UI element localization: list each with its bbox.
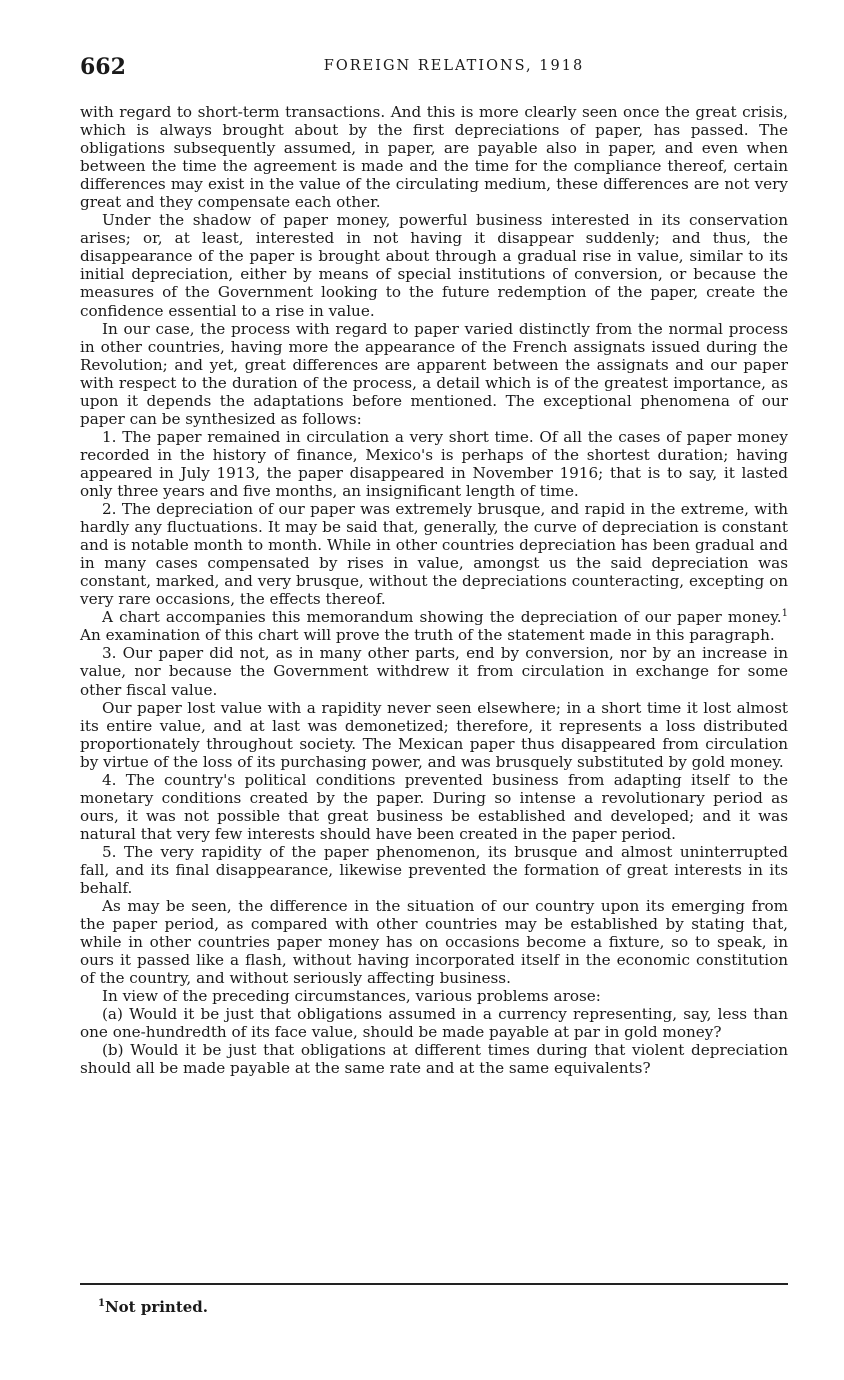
question-b: (b) Would it be just that obligations at different times during that violent depreciation should all be made payable at the same rate and at the same equivalents? — [80, 1041, 788, 1078]
running-head: FOREIGN RELATIONS, 1918 — [323, 58, 585, 74]
chart-note-text-continued: An examination of this chart will prove the truth of the statement made in this paragraph. — [80, 626, 775, 645]
chart-note-text: A chart accompanies this memorandum showing the depreciation of our paper money. — [102, 608, 782, 627]
paragraph: Under the shadow of paper money, powerful business interested in its conservation arises; or, at least, interested in not having it disappear suddenly; and thus, the disappearance of the paper is brought about through a gradual rise in value, similar to its initial depreciation, either by means of special institutions of conversion, or because the measures of the Government looking to the future redemption of the paper, create the confidence essential to a rise in value. — [80, 211, 788, 320]
paragraph-continued: with regard to short-term transactions. And this is more clearly seen once the great crisis, which is always brought about by the first depreciations of paper, has passed. The obligations subsequently assumed, in paper, are payable also in paper, and even when between the time the agreement is made and the time for the compliance thereof, certain differences may exist in the value of the circulating medium, these differences are not very great and they compensate each other. — [80, 103, 788, 212]
footnote — [98, 1298, 208, 1316]
paragraph-point-5: 5. The very rapidity of the paper phenomenon, its brusque and almost uninterrupted fall, and its final disappearance, likewise prevented the formation of great interests in its behalf. — [80, 842, 788, 898]
paragraph-point-4: 4. The country's political conditions prevented business from adapting itself to the monetary conditions created by the paper. During so intense a revolutionary period as ours, it was not possible that great business be established and developed; and it was natural that very few interests should have been created in the paper period. — [80, 770, 788, 843]
footnote-marker: 1 — [98, 1298, 105, 1309]
page-number: 662 — [80, 54, 126, 80]
footnote-reference: 1 — [781, 608, 788, 620]
paragraph-chart-note — [80, 608, 788, 644]
paragraph: In our case, the process with regard to paper varied distinctly from the normal process in other countries, having more the appearance of the French assignats issued during the Revolution; and yet, great differences are apparent between the assignats and our paper with respect to the duration of the process, a detail which is of the greatest importance, as upon it depends the adaptations before mentioned. The exceptional phenomena of our paper can be synthesized as follows: — [80, 319, 788, 428]
paragraph-point-1: 1. The paper remained in circulation a very short time. Of all the cases of paper money recorded in the history of finance, Mexico's is perhaps of the shortest duration; having appeared in July 1913, the paper disappeared in November 1916; that is to say, it lasted only three years and five months, an insignificant length of time. — [80, 427, 788, 500]
paragraph-point-2: 2. The depreciation of our paper was extremely brusque, and rapid in the extreme, with hardly any fluctuations. It may be said that, generally, the curve of depreciation is constant and is notable month to month. While in other countries depreciation has been gradual and in many cases compensated by rises in value, amongst us the said depreciation was constant, marked, and very brusque, without the depreciations counteracting, excepting on very rare occasions, the effects thereof. — [80, 500, 788, 609]
question-a: (a) Would it be just that obligations assumed in a currency representing, say, less than one one-hundredth of its face value, should be made payable at par in gold money? — [80, 1005, 788, 1042]
footnote-divider — [80, 1283, 788, 1285]
footnote-text: Not printed. — [104, 1298, 209, 1316]
paragraph: In view of the preceding circumstances, various problems arose: — [102, 987, 601, 1006]
paragraph-point-3: 3. Our paper did not, as in many other parts, end by conversion, nor by an increase in value, nor because the Government withdrew it from circulation in exchange for some other fiscal value. — [80, 644, 788, 699]
page-header — [80, 52, 788, 88]
paragraph: As may be seen, the difference in the situation of our country upon its emerging from the paper period, as compared with other countries may be established by stating that, while in other countries paper money has on occasions become a fixture, so to speak, in ours it passed like a flash, without having incorporated itself in the economic constitution of the country, and without seriously affecting business. — [80, 897, 788, 988]
body-text — [80, 103, 788, 1078]
paragraph: Our paper lost value with a rapidity never seen elsewhere; in a short time it lost almost its entire value, and at last was demonetized; therefore, it represents a loss distributed proportionately throughout society. The Mexican paper thus disappeared from circulation by virtue of the loss of its purchasing power, and was brusquely substituted by gold money. — [80, 698, 788, 771]
